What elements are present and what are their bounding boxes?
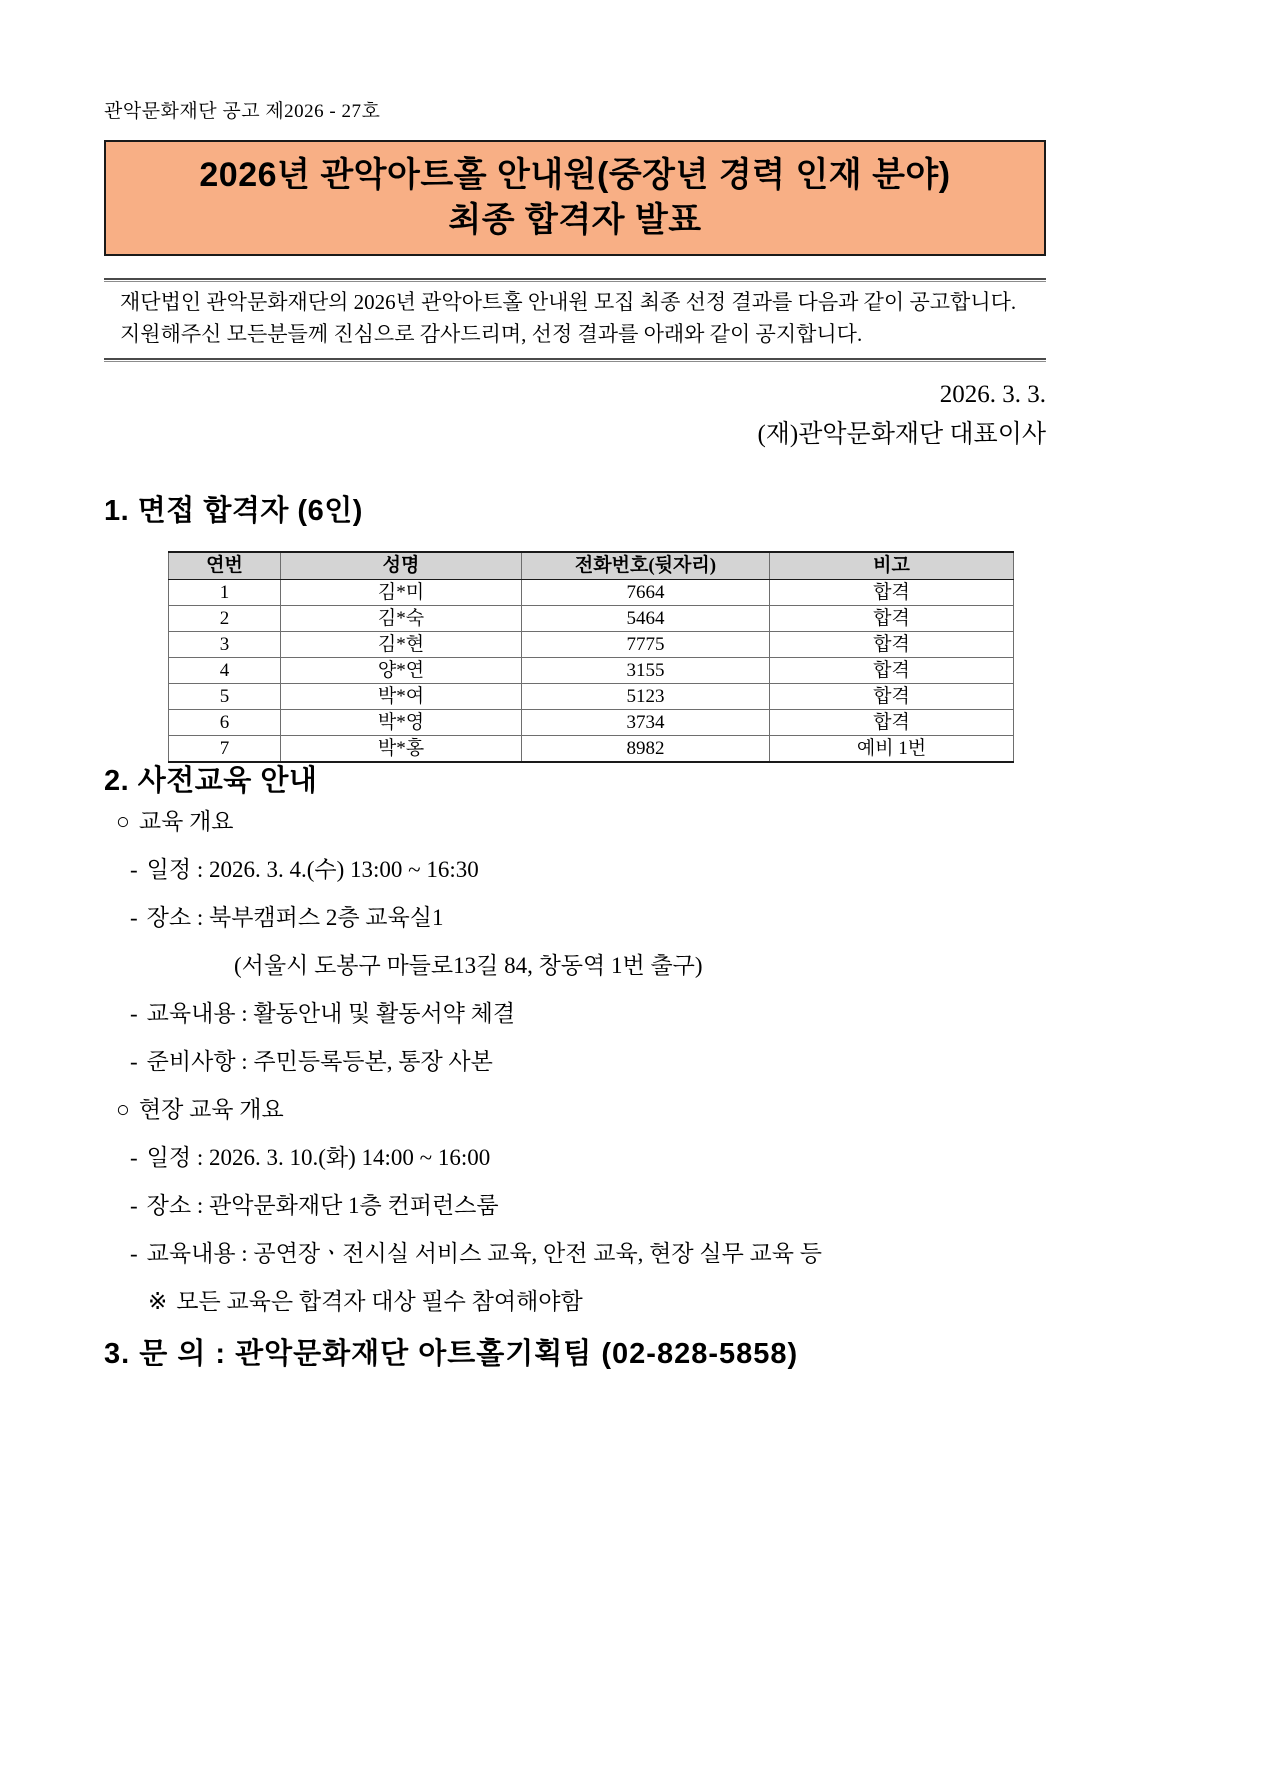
circle-bullet-icon: ○	[116, 1097, 130, 1122]
list-item	[104, 808, 1044, 836]
cell-name: 박*여	[281, 684, 522, 710]
list-item-label: 준비사항 : 주민등록등본, 통장 사본	[146, 1049, 493, 1074]
list-item	[104, 1144, 1044, 1172]
cell-note: 예비 1번	[770, 736, 1014, 763]
cell-phone: 3734	[522, 710, 770, 736]
cell-name: 박*영	[281, 710, 522, 736]
title-banner	[104, 140, 1046, 256]
cell-note: 합격	[770, 710, 1014, 736]
list-item	[104, 904, 1044, 932]
list-item	[104, 1048, 1044, 1076]
table-row	[169, 632, 1014, 658]
cell-seq: 2	[169, 606, 281, 632]
divider-bottom	[104, 358, 1046, 362]
cell-seq: 3	[169, 632, 281, 658]
list-item-label: 일정 : 2026. 3. 10.(화) 14:00 ~ 16:00	[146, 1145, 491, 1170]
col-header-name: 성명	[281, 552, 522, 580]
list-item-label: 장소 : 북부캠퍼스 2층 교육실1	[146, 905, 444, 930]
cell-name: 양*연	[281, 658, 522, 684]
table-row	[169, 684, 1014, 710]
intro-paragraph	[120, 286, 1035, 350]
cell-seq: 7	[169, 736, 281, 763]
cell-phone: 5123	[522, 684, 770, 710]
list-item	[104, 1096, 1044, 1124]
list-item-label: 교육내용 : 공연장ㆍ전시실 서비스 교육, 안전 교육, 현장 실무 교육 등	[146, 1241, 822, 1266]
cell-note: 합격	[770, 658, 1014, 684]
table-row	[169, 658, 1014, 684]
circle-bullet-icon: ○	[116, 809, 130, 834]
cell-note: 합격	[770, 684, 1014, 710]
cell-name: 김*미	[281, 580, 522, 606]
cell-note: 합격	[770, 580, 1014, 606]
cell-phone: 3155	[522, 658, 770, 684]
title-line-2: 최종 합격자 발표	[448, 201, 702, 239]
list-item-sub	[104, 952, 1044, 980]
cell-seq: 5	[169, 684, 281, 710]
list-item	[104, 1000, 1044, 1028]
col-header-note: 비고	[770, 552, 1014, 580]
table-row	[169, 710, 1014, 736]
dash-bullet-icon: -	[130, 857, 138, 882]
dash-bullet-icon: -	[130, 905, 138, 930]
section-2-heading: 2. 사전교육 안내	[104, 765, 318, 797]
results-table	[168, 551, 1014, 763]
cell-phone: 8982	[522, 736, 770, 763]
list-item-label: 교육 개요	[138, 809, 234, 834]
intro-line-2: 지원해주신 모든분들께 진심으로 감사드리며, 선정 결과를 아래와 같이 공지합니다.	[120, 322, 863, 346]
col-header-phone: 전화번호(뒷자리)	[522, 552, 770, 580]
divider-top	[104, 278, 1046, 282]
list-item-note	[104, 1288, 1044, 1316]
cell-name: 김*숙	[281, 606, 522, 632]
cell-seq: 4	[169, 658, 281, 684]
list-item-label: 일정 : 2026. 3. 4.(수) 13:00 ~ 16:30	[146, 857, 479, 882]
issue-date: 2026. 3. 3.	[939, 381, 1046, 408]
issuer-name: (재)관악문화재단 대표이사	[757, 421, 1046, 448]
cell-phone: 7664	[522, 580, 770, 606]
cell-seq: 1	[169, 580, 281, 606]
cell-name: 김*현	[281, 632, 522, 658]
list-item	[104, 1192, 1044, 1220]
intro-line-1: 재단법인 관악문화재단의 2026년 관악아트홀 안내원 모집 최종 선정 결과를 다음과 같이 공고합니다.	[120, 290, 1017, 314]
list-item-label: 모든 교육은 합격자 대상 필수 참여해야함	[176, 1289, 583, 1314]
asterisk-note-icon: ※	[148, 1289, 168, 1314]
cell-phone: 5464	[522, 606, 770, 632]
section-1-heading: 1. 면접 합격자 (6인)	[104, 495, 363, 527]
list-item-label: 현장 교육 개요	[138, 1097, 284, 1122]
cell-seq: 6	[169, 710, 281, 736]
table-header-row	[169, 552, 1014, 580]
dash-bullet-icon: -	[130, 1049, 138, 1074]
section-3-contact: 3. 문 의 : 관악문화재단 아트홀기획팀 (02-828-5858)	[104, 1338, 799, 1370]
list-item	[104, 856, 1044, 884]
list-item-label: 장소 : 관악문화재단 1층 컨퍼런스룸	[146, 1193, 499, 1218]
dash-bullet-icon: -	[130, 1001, 138, 1026]
dash-bullet-icon: -	[130, 1193, 138, 1218]
dash-bullet-icon: -	[130, 1241, 138, 1266]
cell-name: 박*홍	[281, 736, 522, 763]
notice-number: 관악문화재단 공고 제2026 - 27호	[104, 101, 381, 122]
section-2-list	[104, 808, 1044, 1336]
list-item-label: (서울시 도봉구 마들로13길 84, 창동역 1번 출구)	[234, 953, 703, 978]
table-row	[169, 606, 1014, 632]
cell-phone: 7775	[522, 632, 770, 658]
cell-note: 합격	[770, 632, 1014, 658]
dash-bullet-icon: -	[130, 1145, 138, 1170]
results-table-wrapper	[168, 551, 1013, 763]
table-row	[169, 580, 1014, 606]
results-table-body	[169, 580, 1014, 763]
col-header-seq: 연번	[169, 552, 281, 580]
list-item	[104, 1240, 1044, 1268]
title-line-1: 2026년 관악아트홀 안내원(중장년 경력 인재 분야)	[199, 156, 951, 194]
list-item-label: 교육내용 : 활동안내 및 활동서약 체결	[146, 1001, 516, 1026]
cell-note: 합격	[770, 606, 1014, 632]
